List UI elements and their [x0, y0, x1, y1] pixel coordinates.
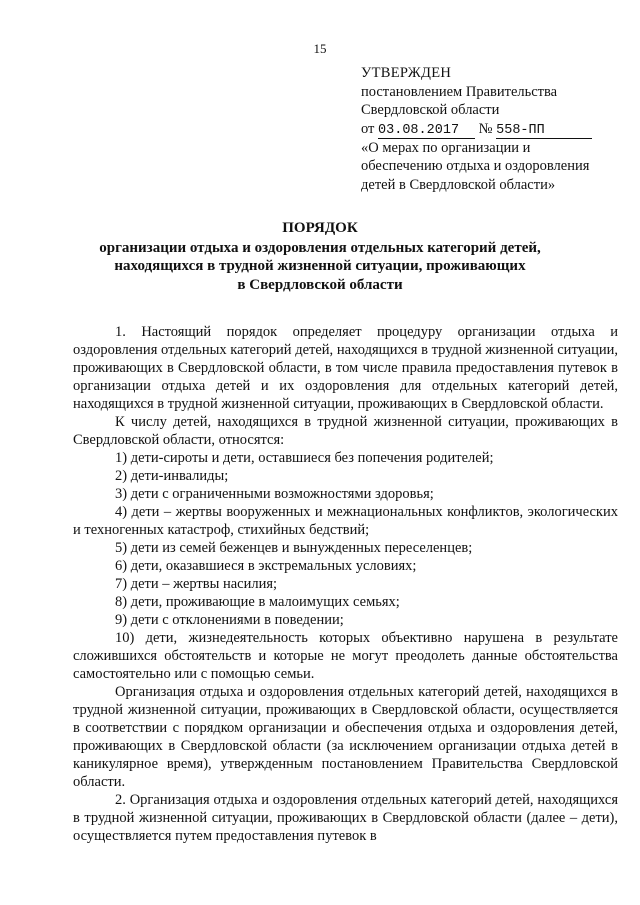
approval-number-label: № [478, 120, 493, 137]
approval-heading: УТВЕРЖДЕН [361, 65, 452, 81]
paragraph-1: 1. Настоящий порядок определяет процедуру организации отдыха и оздоровления отдельных категорий детей, находящихся в трудной жизненной ситуации, проживающих в Свердловской области, в том числе правила предоставления путевок в организации отдыха детей и их оздоровления для отдельных категорий детей, находящихся в трудной жизненной ситуации, проживающих в Свердловской области. [73, 324, 618, 412]
approval-subject-line-2: обеспечению отдыха и оздоровления [361, 158, 590, 174]
approval-from-label: от [361, 120, 375, 137]
paragraph-2: 2. Организация отдыха и оздоровления отдельных категорий детей, находящихся в трудной жизненной ситуации, проживающих в Свердловской области (далее – дети), осуществляется путем предоставления путевок в [73, 792, 618, 844]
approval-number: 558-ПП [496, 122, 545, 138]
paragraph-categories-intro: К числу детей, находящихся в трудной жизненной ситуации, проживающих в Свердловской области, относятся: [73, 414, 618, 448]
list-item-6: 6) дети, оказавшиеся в экстремальных условиях; [115, 558, 417, 574]
paragraph-organization: Организация отдыха и оздоровления отдельных категорий детей, находящихся в трудной жизненной ситуации, проживающих в Свердловской области, осуществляется в соответствии с порядком организации и обеспечения отдыха и оздоровления детей, проживающих в Свердловской области (за исключением организации отдыха детей в каникулярное время), утвержденным постановлением Правительства Свердловской области. [73, 684, 618, 790]
document-title [0, 219, 640, 294]
approval-line-1: постановлением Правительства [361, 83, 558, 100]
approval-subject-line-1: «О мерах по организации и [361, 139, 531, 156]
list-item-3: 3) дети с ограниченными возможностями здоровья; [115, 486, 434, 502]
document-body [73, 323, 618, 845]
title-line-2: находящихся в трудной жизненной ситуации, проживающих [114, 258, 526, 274]
list-item-2: 2) дети-инвалиды; [115, 468, 229, 484]
approval-number-field [496, 122, 592, 139]
approval-block [361, 64, 626, 194]
list-item-5: 5) дети из семей беженцев и вынужденных переселенцев; [115, 540, 473, 556]
list-item-1: 1) дети-сироты и дети, оставшиеся без попечения родителей; [115, 450, 494, 466]
title-main: ПОРЯДОК [282, 220, 358, 236]
page-number: 15 [313, 41, 327, 56]
list-item-4: 4) дети – жертвы вооруженных и межнациональных конфликтов, экологических и техногенных катастроф, стихийных бедствий; [73, 504, 618, 538]
list-item-9: 9) дети с отклонениями в поведении; [115, 612, 344, 628]
list-item-10: 10) дети, жизнедеятельность которых объективно нарушена в результате сложившихся обстоятельств и которые не могут преодолеть данные обстоятельства самостоятельно или с помощью семьи. [73, 630, 618, 682]
approval-date-number-line [361, 120, 626, 139]
approval-line-2: Свердловской области [361, 102, 500, 118]
list-item-7: 7) дети – жертвы насилия; [115, 576, 278, 592]
title-line-1: организации отдыха и оздоровления отдельных категорий детей, [99, 239, 541, 256]
approval-subject-line-3: детей в Свердловской области» [361, 176, 556, 193]
title-line-3: в Свердловской области [237, 276, 403, 293]
list-item-8: 8) дети, проживающие в малоимущих семьях; [115, 594, 400, 610]
approval-date: 03.08.2017 [378, 122, 460, 138]
approval-date-field [378, 122, 475, 139]
